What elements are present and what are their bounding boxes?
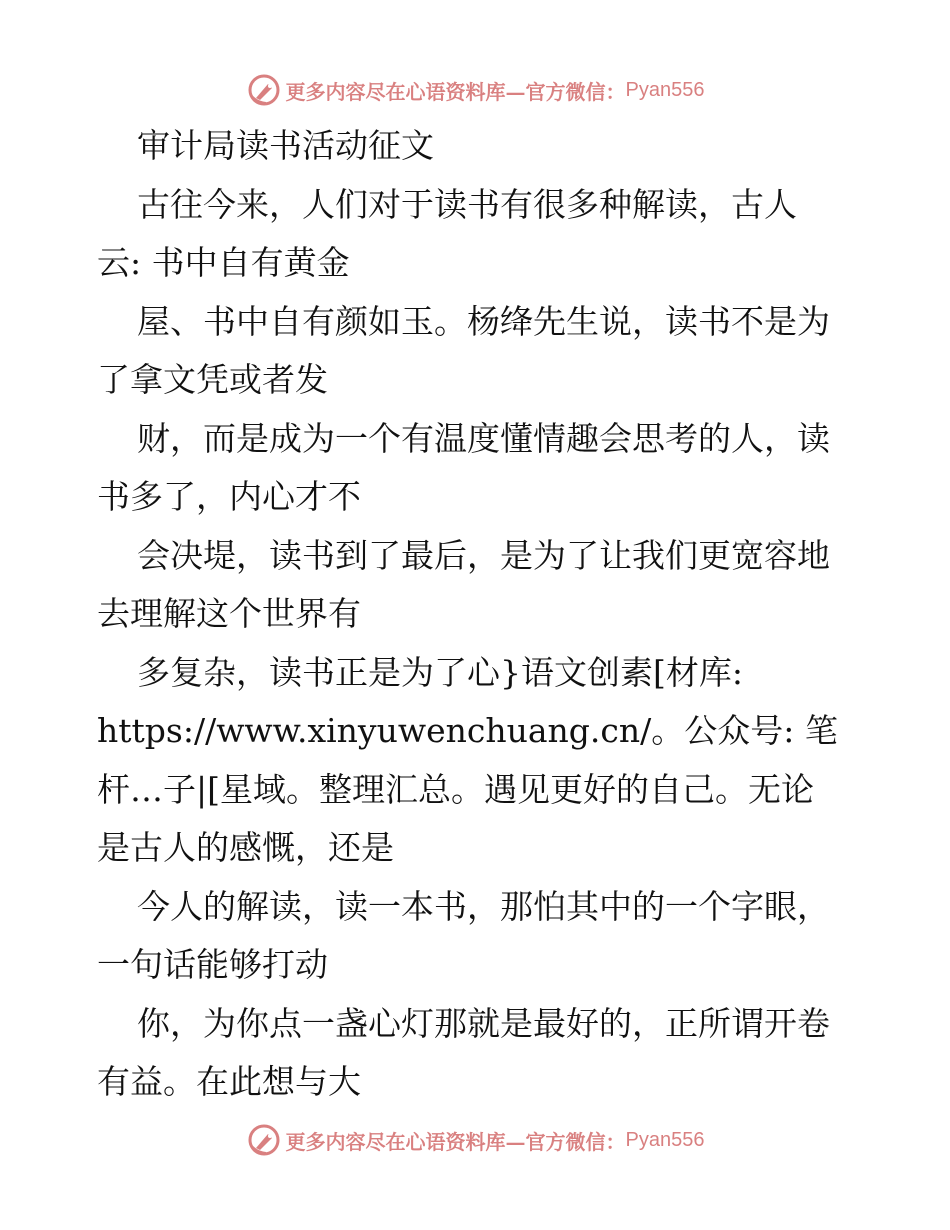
- header-banner: [0, 70, 950, 110]
- text-line: 了拿文凭或者发: [97, 360, 328, 399]
- text-line: 财，而是成为一个有温度懂情趣会思考的人，读: [137, 418, 830, 458]
- text-line: 云: 书中自有黄金: [97, 243, 350, 282]
- text-line: 是古人的感慨，还是: [97, 828, 394, 867]
- pen-nib-logo-icon: [246, 1122, 282, 1158]
- text-line: 屋、书中自有颜如玉。杨绛先生说，读书不是为: [137, 301, 830, 341]
- footer-slogan: 更多内容尽在心语资料库—官方微信：: [285, 1129, 626, 1154]
- text-line: 有益。在此想与大: [97, 1062, 361, 1101]
- document-body: [97, 117, 857, 1112]
- footer-banner: [0, 1120, 950, 1160]
- text-line: 会决堤，读书到了最后，是为了让我们更宽容地: [137, 535, 830, 575]
- text-line: 一句话能够打动: [97, 945, 328, 984]
- text-line: 审计局读书活动征文: [137, 126, 434, 165]
- footer-account: Pyan556: [625, 1128, 705, 1151]
- text-line: 多复杂，读书正是为了心}语文创素[材库:: [137, 652, 743, 692]
- header-account: Pyan556: [625, 78, 705, 101]
- text-line: 你，为你点一盏心灯那就是最好的，正所谓开卷: [137, 1003, 830, 1043]
- text-line: https://www.xinyuwenchuang.cn/。公众号: 笔: [97, 711, 838, 750]
- header-slogan: 更多内容尽在心语资料库—官方微信：: [285, 79, 626, 104]
- pen-nib-logo-icon: [246, 72, 282, 108]
- text-line: 去理解这个世界有: [97, 594, 361, 633]
- text-line: 古往今来，人们对于读书有很多种解读，古人: [137, 184, 797, 224]
- text-line: 杆…子|[星域。整理汇总。遇见更好的自己。无论: [97, 769, 814, 809]
- text-line: 书多了，内心才不: [97, 477, 361, 516]
- text-line: 今人的解读，读一本书，那怕其中的一个字眼，: [137, 886, 830, 926]
